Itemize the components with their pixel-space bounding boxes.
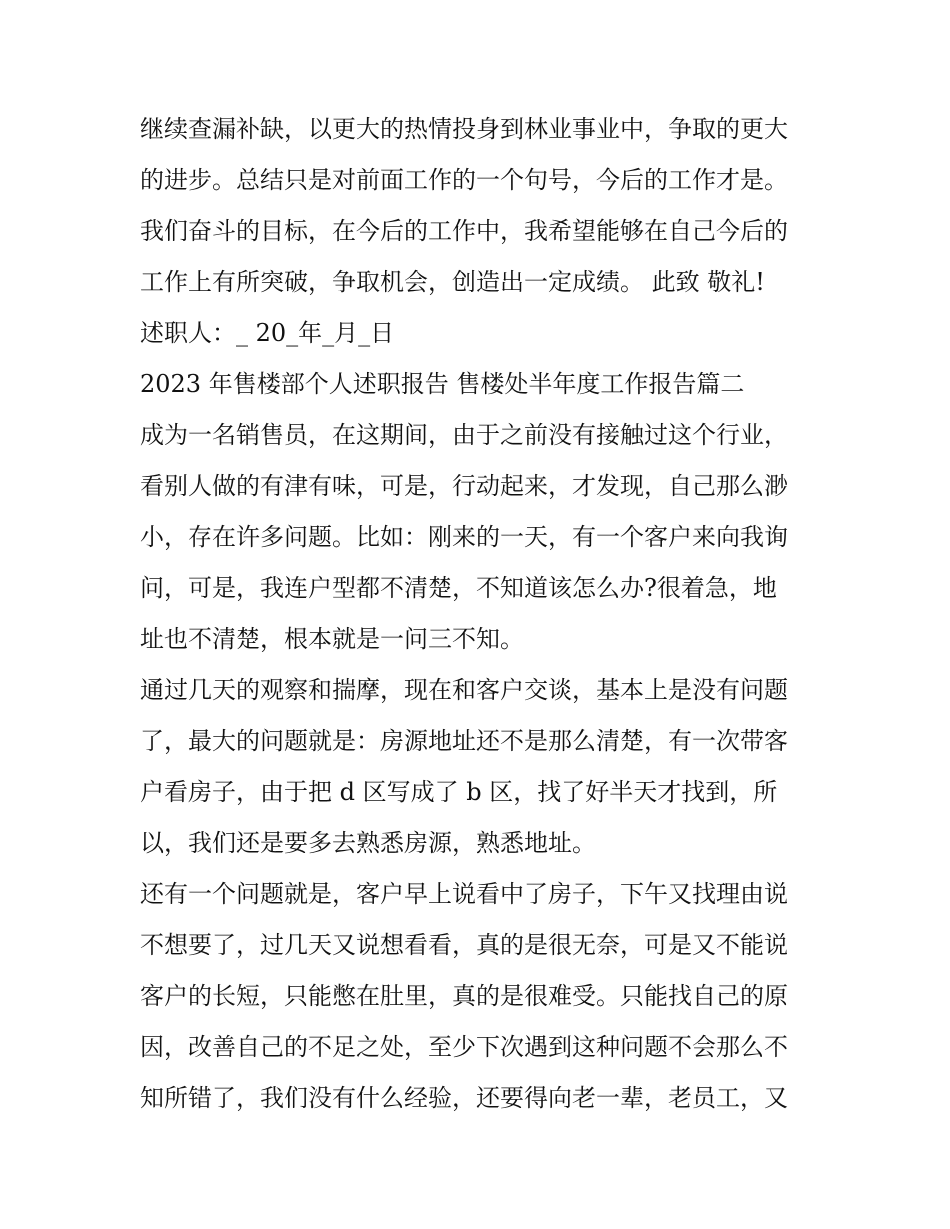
signature-line: 述职人：_ 20_年_月_日	[140, 319, 395, 347]
text-line: 户看房子，由于把 d 区写成了 b 区，找了好半天才找到，所	[140, 778, 778, 806]
text-line: 小，存在许多问题。比如：刚来的一天，有一个客户来向我询	[140, 523, 788, 551]
text-line: 我们奋斗的目标，在今后的工作中，我希望能够在自己今后的	[140, 217, 788, 245]
text-line: 继续查漏补缺，以更大的热情投身到林业事业中，争取的更大	[140, 115, 788, 143]
text-line: 工作上有所突破，争取机会，创造出一定成绩。 此致 敬礼!	[140, 268, 765, 296]
text-line: 了，最大的问题就是：房源地址还不是那么清楚，有一次带客	[140, 727, 788, 755]
text-line: 因，改善自己的不足之处，至少下次遇到这种问题不会那么不	[140, 1033, 788, 1061]
text-line: 以，我们还是要多去熟悉房源，熟悉地址。	[140, 829, 596, 857]
text-line: 问，可是，我连户型都不清楚，不知道该怎么办?很着急，地	[140, 574, 777, 602]
section-heading: 2023 年售楼部个人述职报告 售楼处半年度工作报告篇二	[140, 370, 745, 398]
text-line: 通过几天的观察和揣摩，现在和客户交谈，基本上是没有问题	[140, 676, 788, 704]
text-line: 的进步。总结只是对前面工作的一个句号，今后的工作才是。	[140, 166, 788, 194]
text-line: 客户的长短，只能憋在肚里，真的是很难受。只能找自己的原	[140, 982, 788, 1010]
text-line: 不想要了，过几天又说想看看，真的是很无奈，可是又不能说	[140, 931, 788, 959]
text-line: 还有一个问题就是，客户早上说看中了房子，下午又找理由说	[140, 880, 788, 908]
text-line: 知所错了，我们没有什么经验，还要得向老一辈，老员工，又	[140, 1084, 788, 1112]
text-line: 成为一名销售员，在这期间，由于之前没有接触过这个行业，	[140, 421, 788, 449]
text-line: 址也不清楚，根本就是一问三不知。	[140, 625, 524, 653]
text-line: 看别人做的有津有味，可是，行动起来，才发现，自己那么渺	[140, 472, 788, 500]
